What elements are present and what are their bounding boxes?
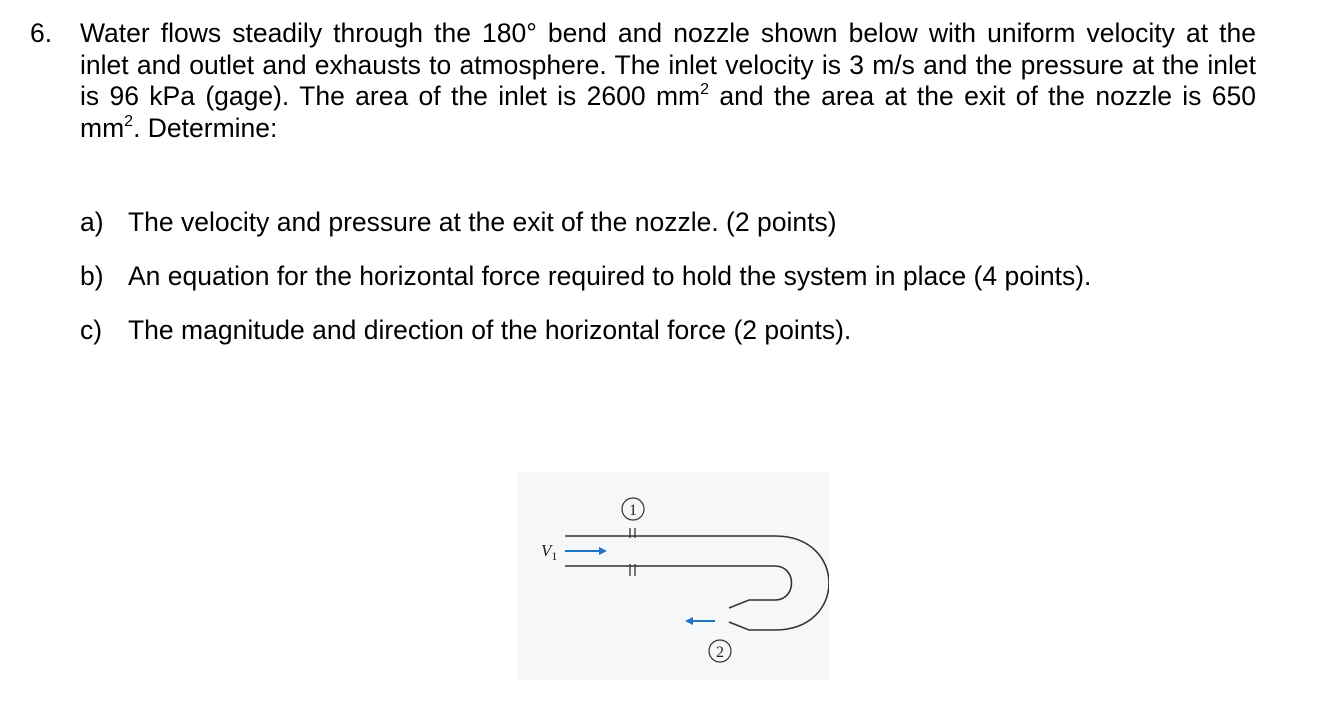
- superscript-2: 2: [124, 112, 134, 130]
- part-a-letter: a): [80, 207, 104, 237]
- part-c-letter: c): [80, 315, 103, 345]
- bend-nozzle-figure: [517, 472, 829, 680]
- bend-nozzle-diagram: [517, 472, 829, 680]
- part-b-text: An equation for the horizontal force required to hold the system in place (4 points).: [128, 261, 1092, 291]
- part-c: [80, 303, 1250, 357]
- part-b: [80, 249, 1250, 303]
- problem-number: 6.: [30, 18, 53, 48]
- problem-text: [80, 18, 1256, 144]
- problem-text-end: . Determine:: [133, 112, 278, 143]
- part-a-text: The velocity and pressure at the exit of the nozzle. (2 points): [128, 207, 837, 237]
- part-b-letter: b): [80, 261, 104, 291]
- superscript-1: 2: [700, 81, 709, 98]
- part-a: [80, 195, 1250, 249]
- part-c-text: The magnitude and direction of the horizontal force (2 points).: [128, 315, 852, 345]
- velocity-label: $V_1$: [541, 541, 558, 563]
- station-1-label: 1: [629, 502, 637, 519]
- station-2-label: 2: [716, 644, 724, 661]
- pipe-inner-wall: [565, 566, 792, 608]
- question-parts: [80, 195, 1250, 357]
- problem-text-mid: and the area at the exit of the nozzle is 650 mm: [80, 81, 1256, 143]
- problem-text-intro: Water flows steadily through the 180° bend and nozzle shown below with uniform velocity at the inlet and outlet and exhausts to atmosphere. The inlet velocity is 3 m/s and the pressure at the inlet is 96 kPa (gage). The area of the inlet is 2600 mm: [80, 18, 1256, 111]
- problem-statement: [30, 18, 1300, 144]
